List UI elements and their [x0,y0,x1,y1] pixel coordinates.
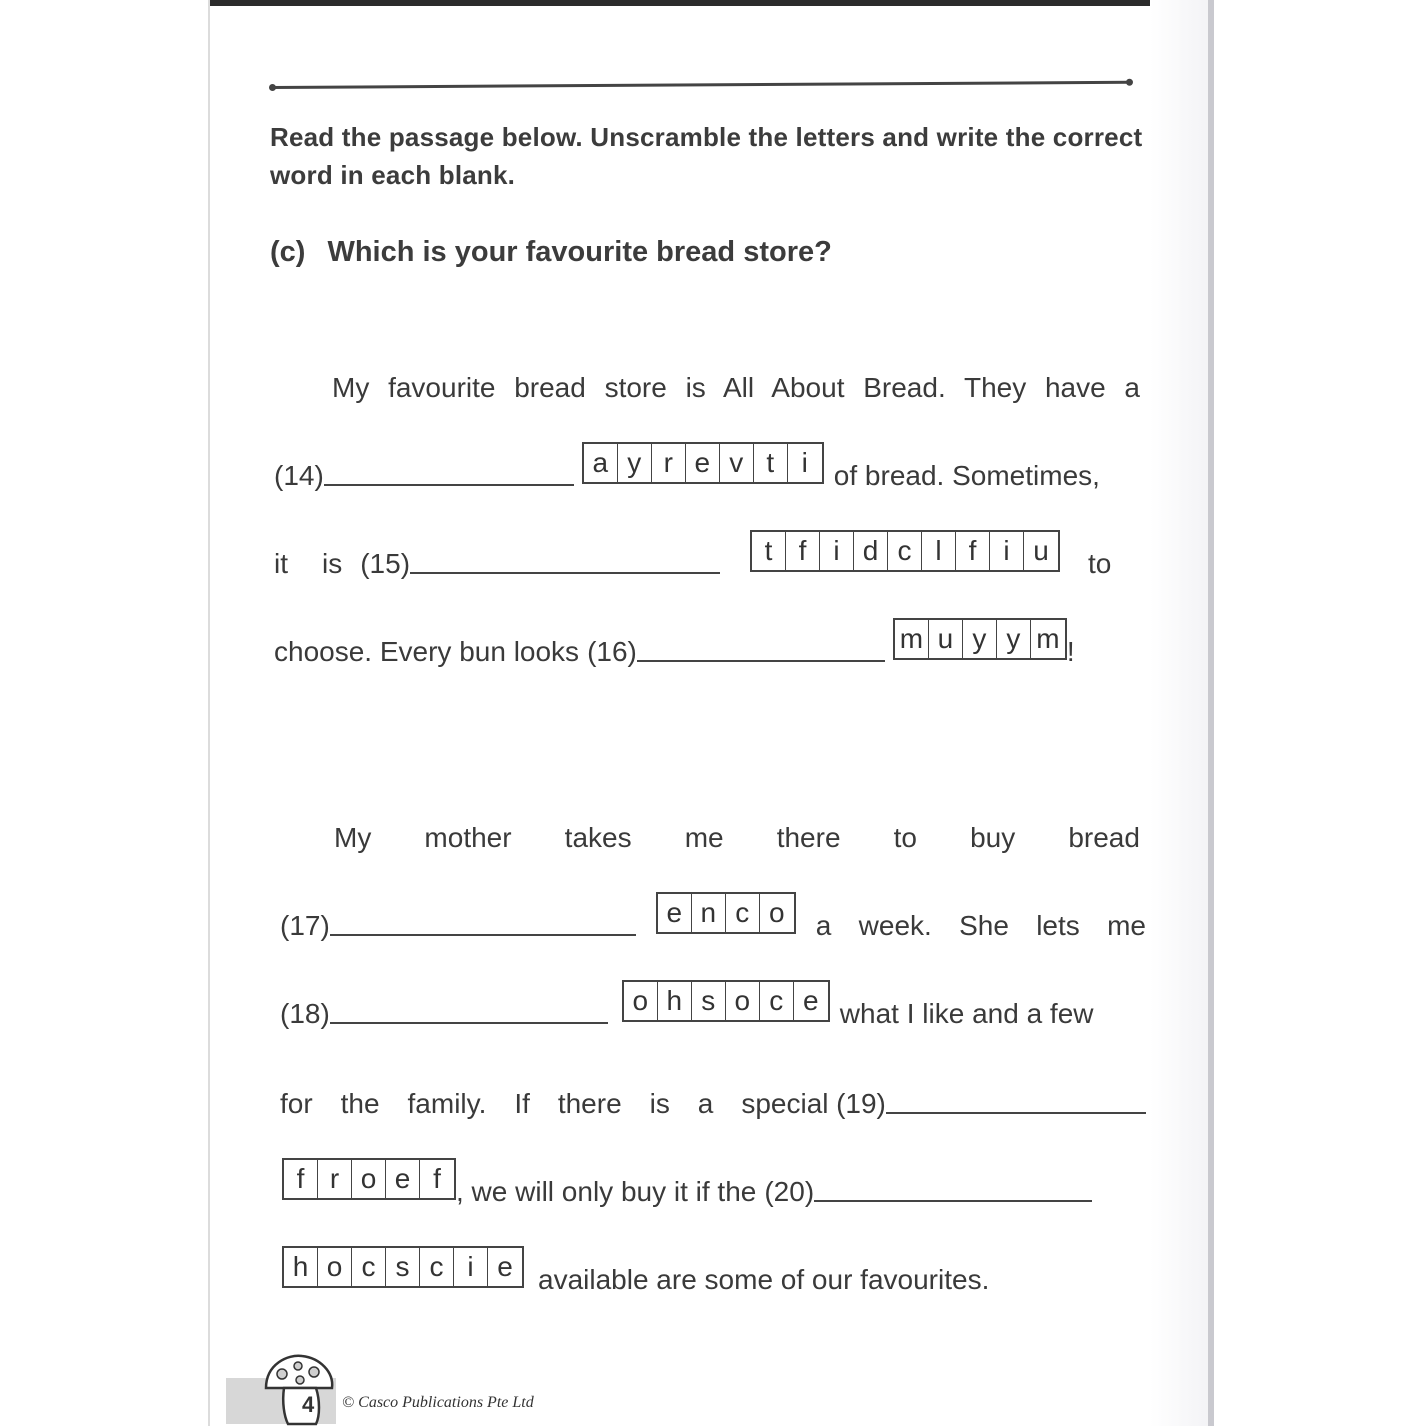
question-number-19: (19) [836,1088,886,1119]
letter-tile: y [618,444,652,482]
scrambled-letters-18 [622,980,830,1022]
mushroom-icon [258,1350,338,1426]
passage-text: My favourite bread store is All About Bread. They have a [332,372,1140,403]
answer-blank-18[interactable] [330,1021,608,1024]
passage-word: me [1107,910,1146,941]
passage-word: special [741,1088,829,1119]
letter-tile: f [433,1163,441,1194]
answer-blank-20[interactable] [814,1199,1092,1202]
letter-tile: c [888,532,922,570]
letter-tile: i [990,532,1024,570]
letter-tile: d [854,532,888,570]
answer-blank-19[interactable] [886,1111,1146,1114]
passage-word: She [959,910,1009,941]
answer-blank-16[interactable] [637,659,885,662]
question-number-15: (15) [360,548,411,579]
letter-tile: u [1033,535,1049,566]
passage-word: a [815,910,832,941]
passage-word: If [514,1088,530,1119]
passage-word: a [697,1088,714,1119]
passage-word: lets [1036,910,1080,941]
passage-line-5 [274,802,1140,854]
passage-word: buy [970,822,1016,853]
letter-tile: i [820,532,854,570]
letter-tile: o [726,982,760,1020]
letter-tile: t [754,444,788,482]
passage-text: choose. Every bun looks [274,636,580,667]
passage-line-3 [274,528,1140,580]
passage-text: to [1088,548,1112,579]
letter-tile: o [352,1160,386,1198]
question-label: (c) [270,236,306,268]
scan-margin [1214,0,1426,1426]
page-right-shade [1150,0,1210,1426]
passage-word: My [334,822,372,853]
letter-tile: f [786,532,820,570]
passage-line-2 [274,440,1140,492]
header-rule [272,81,1130,89]
passage-text: what I like and a few [839,998,1094,1029]
question-number-17: (17) [280,910,330,941]
passage-line-6 [280,890,1146,942]
letter-tile: h [658,982,692,1020]
passage-word: mother [424,822,512,853]
letter-tile: e [386,1160,420,1198]
letter-tile: c [420,1248,454,1286]
passage-word: week. [858,910,932,941]
scrambled-letters-16 [893,618,1067,660]
letter-tile: o [624,982,658,1020]
passage-text: ! [1066,636,1075,667]
question-number-18: (18) [280,998,330,1029]
letter-tile: s [386,1248,420,1286]
passage-line-9 [282,1156,1148,1208]
passage-line-7 [280,978,1146,1030]
letter-tile: t [752,532,786,570]
passage-text: is [322,548,343,579]
copyright-text: © Casco Publications Pte Ltd [342,1394,534,1411]
passage-text: , we will only buy it if the [456,1176,757,1207]
page-number: 4 [302,1392,315,1417]
passage-word: takes [564,822,632,853]
passage-line-8 [280,1068,1146,1120]
scrambled-letters-17 [656,892,796,934]
letter-tile: c [760,982,794,1020]
letter-tile: u [929,620,963,658]
letter-tile: c [352,1248,386,1286]
letter-tile: m [1036,623,1060,654]
letter-tile: l [922,532,956,570]
question-heading [270,236,832,269]
letter-tile: o [318,1248,352,1286]
letter-tile: m [895,620,929,658]
passage-text: available are some of our favourites. [538,1264,990,1295]
letter-tile: e [803,985,819,1016]
question-number-16: (16) [587,636,637,667]
letter-tile: o [769,897,785,928]
letter-tile: r [318,1160,352,1198]
letter-tile: e [686,444,720,482]
answer-blank-15[interactable] [410,571,720,574]
passage-line-1 [274,352,1140,404]
question-number-14: (14) [274,460,324,491]
scrambled-letters-14 [582,442,824,484]
passage-word: is [649,1088,670,1119]
page-top-border [210,0,1150,6]
letter-tile: f [956,532,990,570]
letter-tile: s [692,982,726,1020]
scrambled-letters-20 [282,1246,524,1288]
passage-line-10 [282,1244,1148,1296]
passage-word: family. [407,1088,487,1119]
answer-blank-14[interactable] [324,483,574,486]
passage-word: the [340,1088,380,1119]
passage-word: there [776,822,841,853]
scrambled-letters-15 [750,530,1060,572]
letter-tile: f [284,1160,318,1198]
passage-line-4 [274,616,1140,668]
answer-blank-17[interactable] [330,933,636,936]
letter-tile: y [963,620,997,658]
letter-tile: r [652,444,686,482]
instruction-text: Read the passage below. Unscramble the letters and write the correct word in each blank. [270,122,1143,190]
passage-word: me [684,822,724,853]
passage-word: for [280,1088,313,1119]
letter-tile: h [284,1248,318,1286]
passage-word: bread [1068,822,1140,853]
passage-word: to [893,822,917,853]
passage-word: there [557,1088,622,1119]
letter-tile: v [720,444,754,482]
passage-text: it [274,548,288,579]
question-text: Which is your favourite bread store? [327,236,832,268]
question-number-20: (20) [764,1176,815,1207]
scrambled-letters-19 [282,1158,456,1200]
letter-tile: i [454,1248,488,1286]
letter-tile: c [726,894,760,932]
letter-tile: e [658,894,692,932]
letter-tile: e [497,1251,513,1282]
letter-tile: a [584,444,618,482]
passage-text: of bread. Sometimes, [833,460,1100,491]
letter-tile: n [692,894,726,932]
letter-tile: y [997,620,1031,658]
letter-tile: i [801,447,808,478]
page-left-edge [208,0,210,1426]
